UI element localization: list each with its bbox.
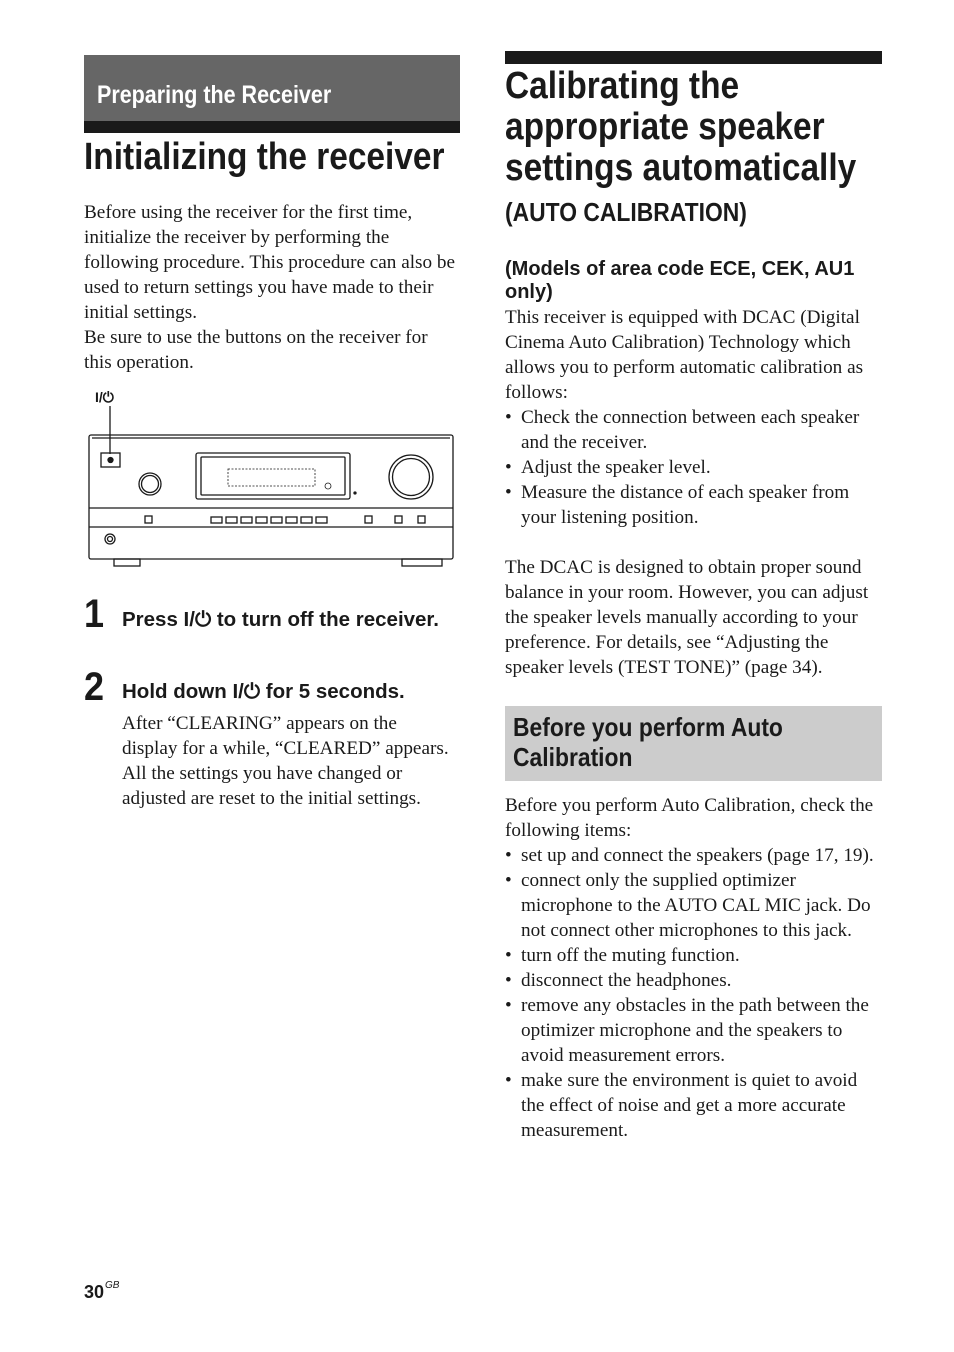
list-item: • Adjust the speaker level. — [505, 455, 882, 480]
step-1-number: 1 — [84, 592, 105, 636]
before-calibration-heading: Before you perform Auto Calibration — [513, 712, 783, 772]
power-button-callout-label: I/⏻ — [95, 389, 114, 405]
before-calibration-intro: Before you perform Auto Calibration, check the following items: — [505, 795, 874, 841]
receiver-front-panel-diagram — [84, 386, 456, 572]
intro-paragraph-2: Be sure to use the buttons on the receiver for this operation. — [84, 327, 428, 373]
section-tab-label: Preparing the Receiver — [97, 81, 332, 109]
master-volume-knob — [389, 455, 433, 499]
dcac-feature-list — [505, 405, 882, 530]
step-1-text: Press I/⏻ to turn off the receiver. — [122, 608, 439, 631]
step-2-body-line-1: After “CLEARING” appears on the display for a while, “CLEARED” appears. — [122, 713, 449, 759]
left-heading-rule — [84, 121, 460, 133]
intro-paragraph-1: Before using the receiver for the first time, initialize the receiver by performing the following procedure. This procedure can also be used to return settings you have made to their initial settings. — [84, 202, 456, 323]
list-item: • Measure the distance of each speaker from your listening position. — [505, 480, 882, 530]
list-item: • disconnect the headphones. — [505, 968, 882, 993]
page-title-calibrating: Calibrating the appropriate speaker settings automatically — [505, 65, 857, 189]
section-tab — [84, 55, 460, 121]
list-item: • connect only the supplied optimizer microphone to the AUTO CAL MIC jack. Do not connect other microphones to this jack. — [505, 868, 882, 943]
list-item: • Check the connection between each speaker and the receiver. — [505, 405, 882, 455]
dcac-description-text: The DCAC is designed to obtain proper sound balance in your room. However, you can adjust the speaker levels manually according to your preference. For details, see “Adjusting the speaker levels (TEST TONE)” (page 34). — [505, 557, 869, 678]
step-2-body-line-2: All the settings you have changed or adjusted are reset to the initial settings. — [122, 763, 421, 809]
models-area-code-heading: (Models of area code ECE, CEK, AU1 only) — [505, 258, 855, 303]
front-display — [196, 453, 350, 499]
left-foot — [114, 559, 140, 566]
auto-calibration-subtitle: (AUTO CALIBRATION) — [505, 197, 747, 227]
intro-text — [84, 200, 460, 375]
list-item: • turn off the muting function. — [505, 943, 882, 968]
step-2-number: 2 — [84, 665, 105, 709]
step-2-body — [122, 711, 457, 811]
list-item: • set up and connect the speakers (page 17, 19). — [505, 843, 882, 868]
step-2-text: Hold down I/⏻ for 5 seconds. — [122, 680, 405, 703]
page-number-value: 30 — [84, 1282, 105, 1302]
input-selector-knob — [139, 473, 161, 495]
headphone-jack — [105, 534, 115, 544]
list-item: • remove any obstacles in the path between the optimizer microphone and the speakers to avoid measurement errors. — [505, 993, 882, 1068]
right-heading-rule — [505, 51, 882, 64]
page-region-code: GB — [105, 1280, 120, 1291]
page-title-initializing: Initializing the receiver — [84, 136, 445, 178]
right-foot — [402, 559, 442, 566]
before-calibration-heading-box — [505, 706, 882, 781]
before-calibration-checklist — [505, 843, 882, 1143]
page-number — [84, 1282, 119, 1303]
list-item: • make sure the environment is quiet to avoid the effect of noise and get a more accurate measurement. — [505, 1068, 882, 1143]
dcac-intro-text: This receiver is equipped with DCAC (Digital Cinema Auto Calibration) Technology which allows you to perform automatic calibration as follows: — [505, 307, 864, 403]
